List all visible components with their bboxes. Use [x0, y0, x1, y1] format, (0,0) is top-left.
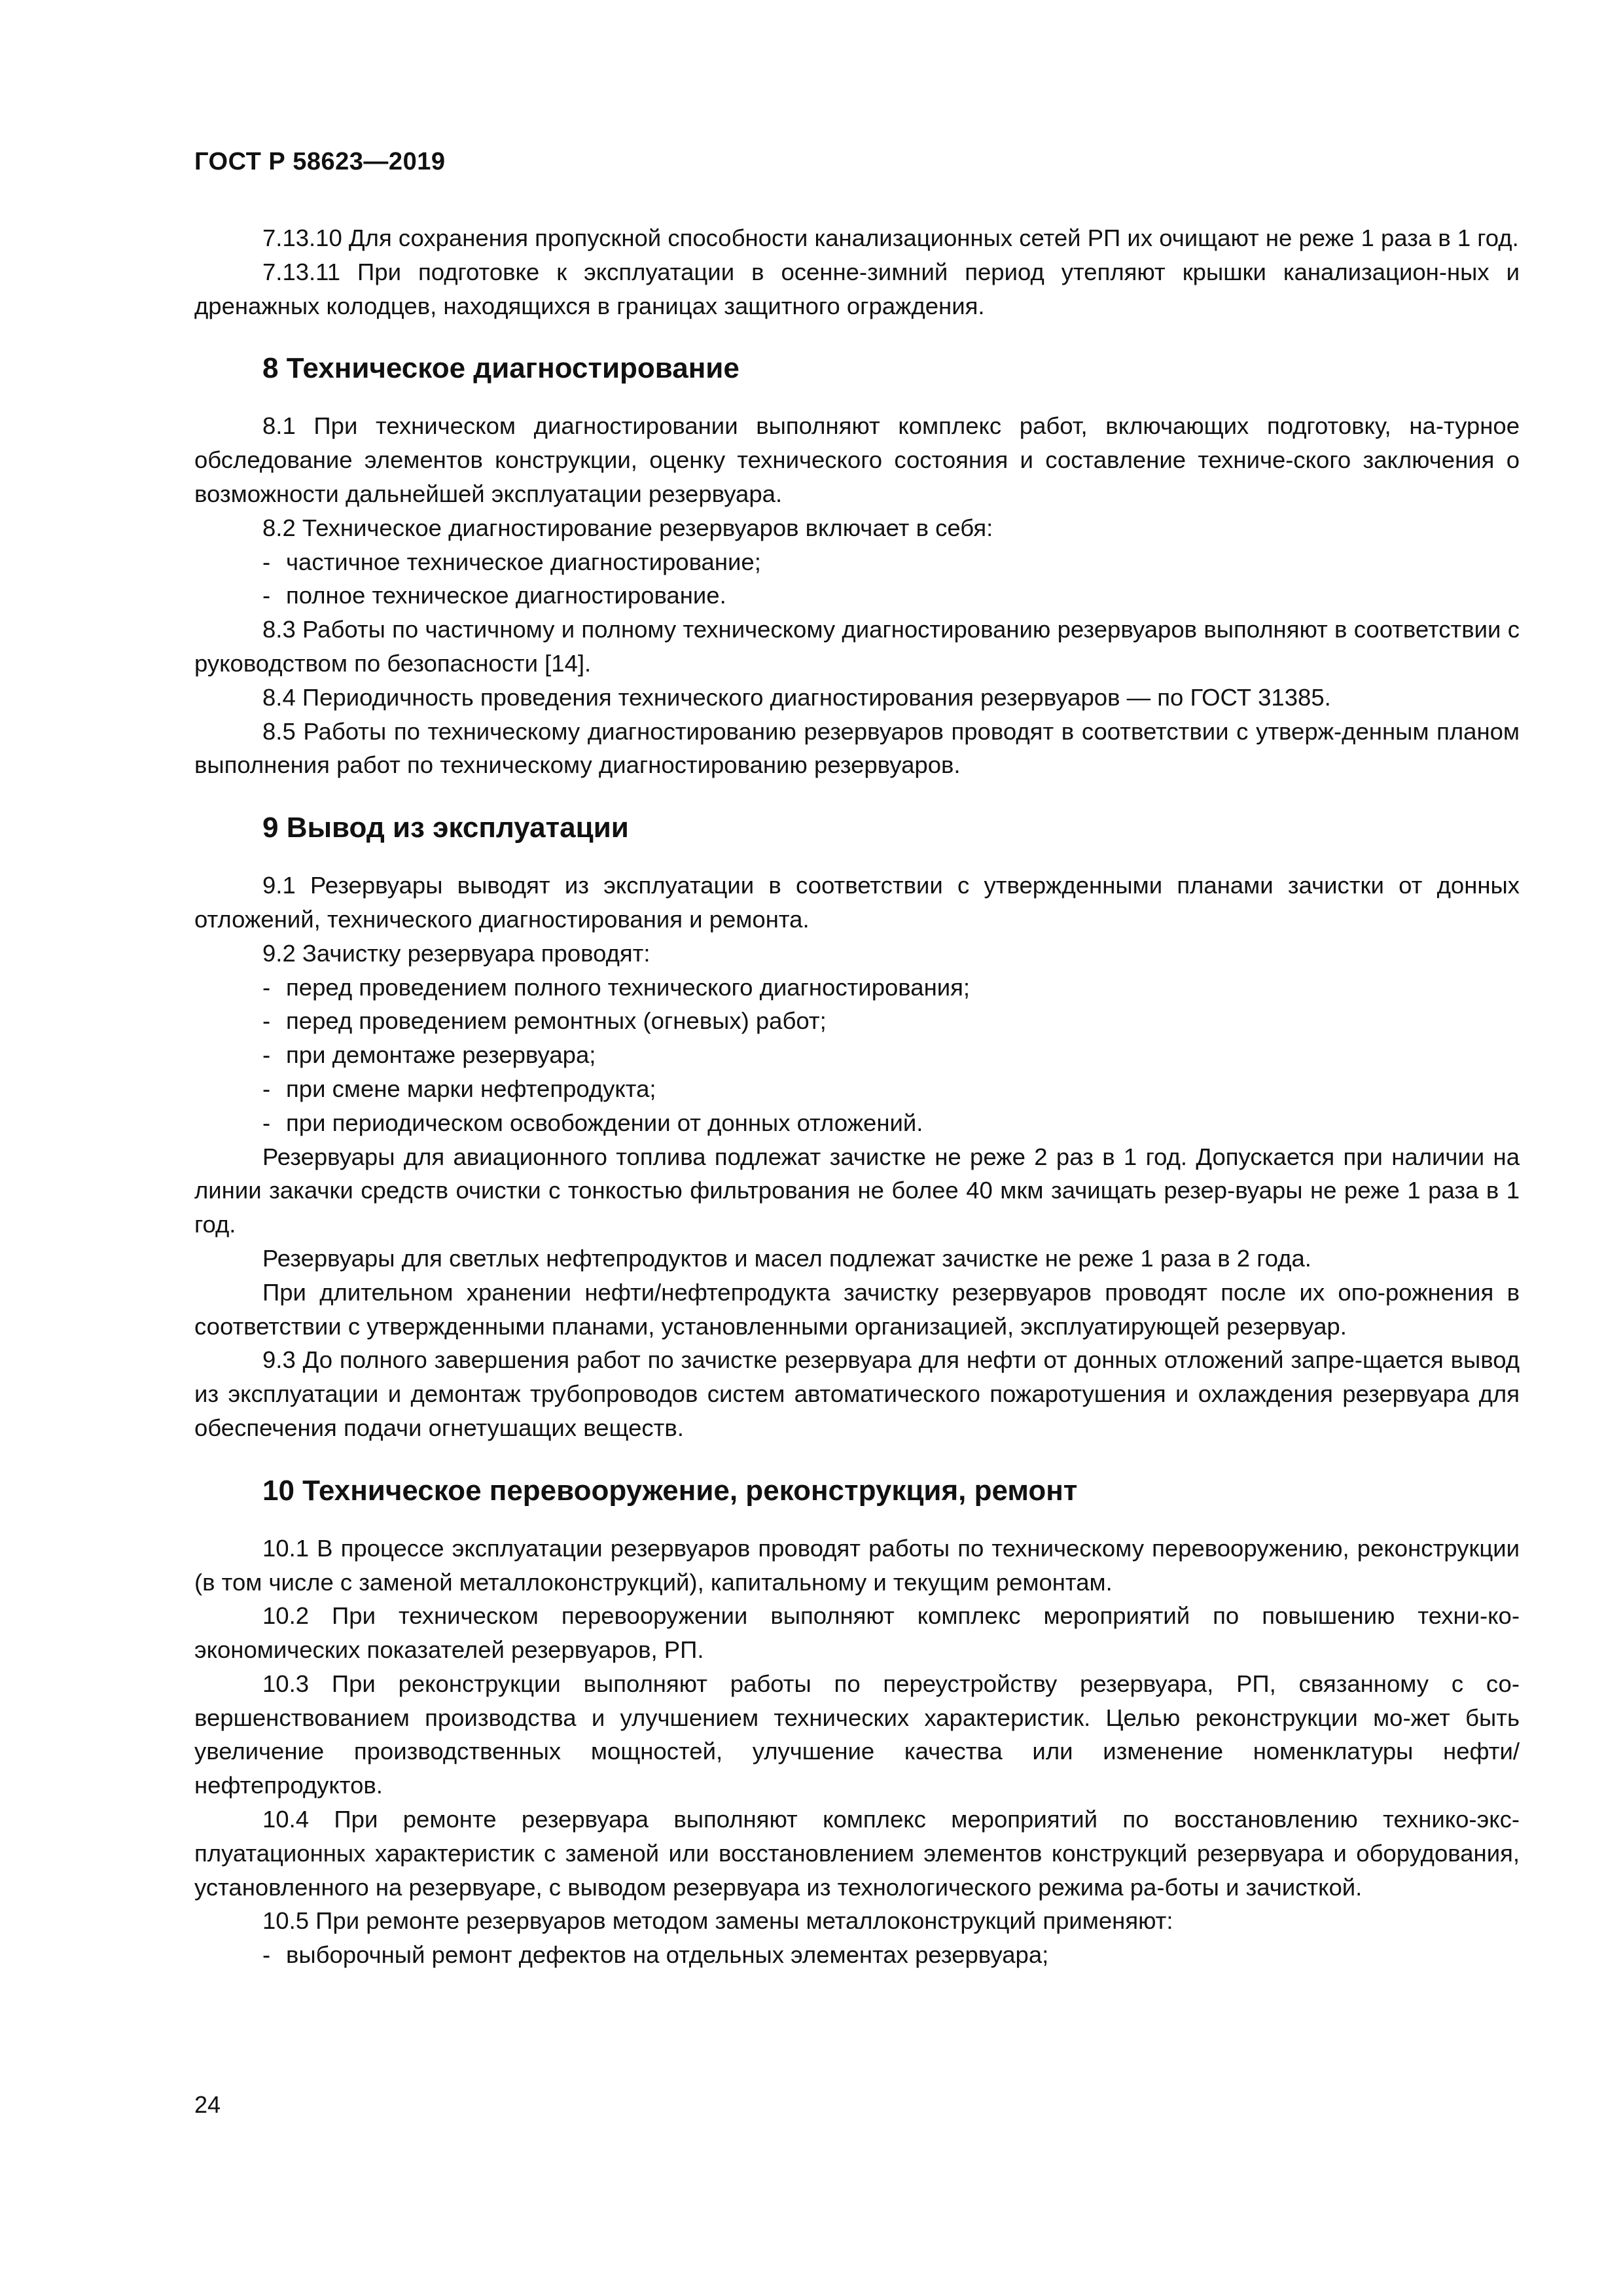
list-item: - при демонтаже резервуара;: [262, 1041, 596, 1069]
paragraph-aviation-fuel: Резервуары для авиационного топлива подлежат зачистке не реже 2 раз в 1 год. Допускается при наличии на линии закачки средств очистки с тонкостью фильтрования не более 40 мкм зачищать резер-вуары не реже 1 раза в 1 год.: [194, 1143, 1520, 1238]
list-item: - перед проведением ремонтных (огневых) работ;: [262, 1007, 827, 1035]
paragraph-10-5: 10.5 При ремонте резервуаров методом замены металлоконструкций применяют:: [262, 1907, 1173, 1935]
paragraph-8-1: 8.1 При техническом диагностировании выполняют комплекс работ, включающих подготовку, на-турное обследование элементов конструкции, оценку технического состояния и составление техниче-ского заключения о возможности дальнейшей эксплуатации резервуара.: [194, 412, 1520, 507]
paragraph-8-4: 8.4 Периодичность проведения технического диагностирования резервуаров — по ГОСТ 31385.: [262, 683, 1331, 711]
paragraph-7-13-11: 7.13.11 При подготовке к эксплуатации в осенне-зимний период утепляют крышки канализацион-ных и дренажных колодцев, находящихся в границах защитного ограждения.: [194, 258, 1520, 319]
paragraph-8-5: 8.5 Работы по техническому диагностированию резервуаров проводят в соответствии с утверж-денным планом выполнения работ по техническому диагностированию резервуаров.: [194, 717, 1520, 779]
paragraph-9-3: 9.3 До полного завершения работ по зачистке резервуара для нефти от донных отложений запре-щается вывод из эксплуатации и демонтаж трубопроводов систем автоматического пожаротушения и охлаждения резервуара для обеспечения подачи огнетушащих веществ.: [194, 1346, 1520, 1441]
section-10-title: 10 Техническое перевооружение, реконструкция, ремонт: [262, 1474, 1078, 1507]
paragraph-light-products: Резервуары для светлых нефтепродуктов и масел подлежат зачистке не реже 1 раза в 2 года.: [262, 1244, 1311, 1272]
list-item: - полное техническое диагностирование.: [262, 582, 726, 609]
paragraph-10-3: 10.3 При реконструкции выполняют работы по переустройству резервуара, РП, связанному с со-вершенствованием производства и улучшением технических характеристик. Целью реконструкции мо-жет быть увеличение производственных мощностей, улучшение качества или изменение номенклатуры нефти/нефтепродуктов.: [194, 1670, 1520, 1799]
paragraph-10-4: 10.4 При ремонте резервуара выполняют комплекс мероприятий по восстановлению технико-экс-плуатационных характеристик с заменой или восстановлением элементов конструкций резервуара и оборудования, установленного на резервуаре, с выводом резервуара из технологического режима ра-боты и зачисткой.: [194, 1806, 1520, 1901]
paragraph-10-1: 10.1 В процессе эксплуатации резервуаров проводят работы по техническому перевооружению, реконструкции (в том числе с заменой металлоконструкций), капитальному и текущим ремонтам.: [194, 1534, 1520, 1596]
list-item: - частичное техническое диагностирование;: [262, 548, 761, 575]
section-9-title: 9 Вывод из эксплуатации: [262, 812, 629, 844]
document-code: ГОСТ Р 58623—2019: [194, 148, 446, 175]
section-8-title: 8 Техническое диагностирование: [262, 352, 740, 385]
list-item: - выборочный ремонт дефектов на отдельных элементах резервуара;: [262, 1941, 1049, 1969]
list-item: - при смене марки нефтепродукта;: [262, 1075, 656, 1102]
document-body: [194, 221, 1520, 1972]
paragraph-9-2: 9.2 Зачистку резервуара проводят:: [262, 939, 651, 967]
paragraph-8-2: 8.2 Техническое диагностирование резервуаров включает в себя:: [262, 514, 993, 541]
paragraph-long-storage: При длительном хранении нефти/нефтепродукта зачистку резервуаров проводят после их опо-рожнения в соответствии с утвержденными планами, установленными организацией, эксплуатирующей резервуар.: [194, 1278, 1520, 1340]
paragraph-9-1: 9.1 Резервуары выводят из эксплуатации в соответствии с утвержденными планами зачистки от донных отложений, технического диагностирования и ремонта.: [194, 872, 1520, 933]
paragraph-8-3: 8.3 Работы по частичному и полному техническому диагностированию резервуаров выполняют в соответствии с руководством по безопасности [14].: [194, 616, 1520, 677]
list-item: - при периодическом освобождении от донных отложений.: [262, 1109, 923, 1136]
paragraph-7-13-10: 7.13.10 Для сохранения пропускной способности канализационных сетей РП их очищают не реже 1 раза в 1 год.: [262, 224, 1519, 251]
list-item: - перед проведением полного технического диагностирования;: [262, 973, 971, 1001]
page-number: 24: [194, 2091, 221, 2118]
paragraph-10-2: 10.2 При техническом перевооружении выполняют комплекс мероприятий по повышению техни-ко-экономических показателей резервуаров, РП.: [194, 1602, 1520, 1664]
